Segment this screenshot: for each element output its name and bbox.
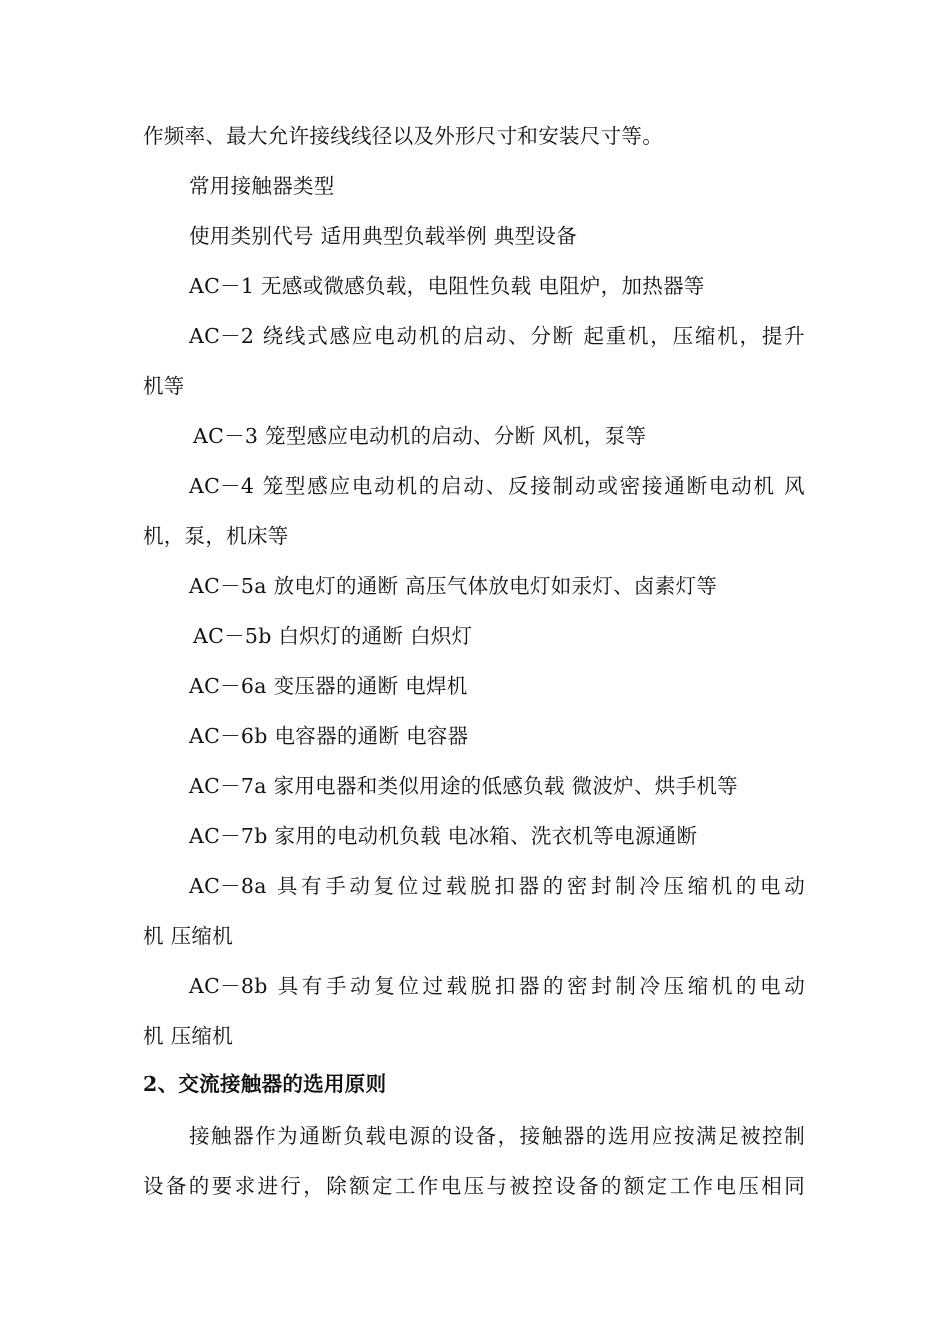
category-line-ac8b: AC－8b 具有手动复位过载脱扣器的密封制冷压缩机的电动 bbox=[189, 974, 805, 998]
category-line-ac7b: AC－7b 家用的电动机负载 电冰箱、洗衣机等电源通断 bbox=[189, 824, 698, 848]
section-heading: 2、交流接触器的选用原则 bbox=[143, 1072, 387, 1096]
category-line-ac8a: AC－8a 具有手动复位过载脱扣器的密封制冷压缩机的电动 bbox=[189, 874, 805, 898]
category-line-ac7a: AC－7a 家用电器和类似用途的低感负载 微波炉、烘手机等 bbox=[189, 774, 738, 798]
table-header-line: 使用类别代号 适用典型负载举例 典型设备 bbox=[189, 224, 578, 248]
category-line-ac4-continued: 机，泵，机床等 bbox=[143, 524, 289, 548]
category-line-ac8a-continued: 机 压缩机 bbox=[143, 924, 234, 948]
category-line-ac3: AC－3 笼型感应电动机的启动、分断 风机，泵等 bbox=[193, 424, 647, 448]
paragraph-line: 设备的要求进行，除额定工作电压与被控设备的额定工作电压相同 bbox=[143, 1174, 805, 1198]
paragraph-line: 作频率、最大允许接线线径以及外形尺寸和安装尺寸等。 bbox=[143, 124, 663, 148]
category-line-ac1: AC－1 无感或微感负载，电阻性负载 电阻炉，加热器等 bbox=[189, 274, 705, 298]
category-line-ac4: AC－4 笼型感应电动机的启动、反接制动或密接通断电动机 风 bbox=[189, 474, 805, 498]
category-line-ac2: AC－2 绕线式感应电动机的启动、分断 起重机，压缩机，提升 bbox=[189, 324, 805, 348]
category-line-ac5b: AC－5b 白炽灯的通断 白炽灯 bbox=[193, 624, 473, 648]
category-line-ac5a: AC－5a 放电灯的通断 高压气体放电灯如汞灯、卤素灯等 bbox=[189, 574, 718, 598]
paragraph-line: 接触器作为通断负载电源的设备，接触器的选用应按满足被控制 bbox=[189, 1124, 805, 1148]
category-line-ac6b: AC－6b 电容器的通断 电容器 bbox=[189, 724, 469, 748]
category-line-ac6a: AC－6a 变压器的通断 电焊机 bbox=[189, 674, 468, 698]
category-line-ac8b-continued: 机 压缩机 bbox=[143, 1024, 234, 1048]
section-label: 常用接触器类型 bbox=[189, 174, 335, 198]
category-line-ac2-continued: 机等 bbox=[143, 374, 185, 398]
